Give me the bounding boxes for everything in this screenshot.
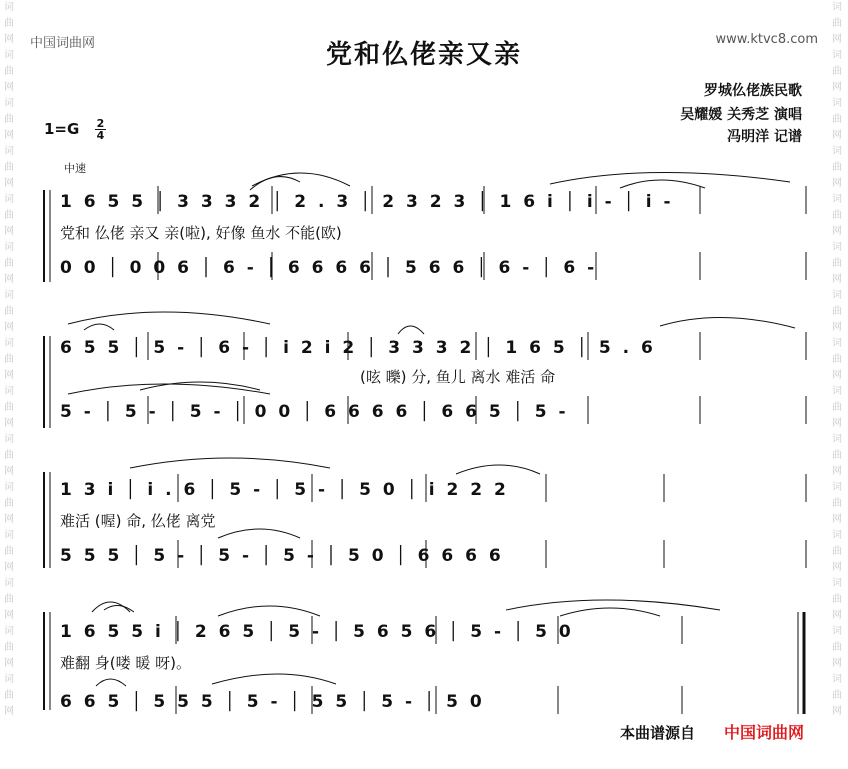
system-4-lyrics: 难翻 身(喽 暖 呀)。 bbox=[60, 654, 192, 672]
song-title: 党和仫佬亲又亲 bbox=[325, 40, 522, 70]
footer-site-link[interactable]: 中国词曲网 bbox=[724, 723, 805, 742]
site-url-right: www.ktvc8.com bbox=[715, 32, 818, 47]
system-4-upper: 1 6 5 5 i │ 2 6 5 │ 5 - │ 5 6 5 6 │ 5 - │ 5 0 bbox=[60, 622, 571, 642]
system-2-lyrics: (呟 嚛) 分, 鱼儿 离水 难活 命 bbox=[360, 368, 556, 386]
system-3-lyrics: 难活 (喔) 命, 仫佬 离党 bbox=[60, 512, 216, 530]
song-source: 罗城仫佬族民歌 bbox=[704, 83, 802, 99]
system-4-lower: 6 6 5 │ 5 5 5 │ 5 - │ 5 5 │ 5 - │ 5 0 bbox=[60, 692, 482, 712]
time-numerator: 2 bbox=[96, 117, 105, 130]
footer-source-label: 本曲谱源自 bbox=[620, 724, 696, 742]
system-3-upper: 1 3 i │ i . 6 │ 5 - │ 5 - │ 5 0 │ i 2 2 2 bbox=[60, 480, 506, 500]
song-singers: 吴耀媛 关秀芝 演唱 bbox=[680, 107, 802, 123]
system-2-lower: 5 - │ 5 - │ 5 - │ 0 0 │ 6 6 6 6 │ 6 6 5 │ 5 - bbox=[60, 402, 566, 422]
system-1-lyrics: 党和 仫佬 亲又 亲(啦), 好像 鱼水 不能(欧) bbox=[60, 224, 342, 242]
key-text: 1=G bbox=[44, 120, 80, 138]
system-1-upper: 1 6 5 5 │ 3 3 3 2 │ 2 . 3 │ 2 3 2 3 │ 1 6 i │ i - │ i - bbox=[60, 192, 671, 212]
time-denominator: 4 bbox=[96, 129, 105, 142]
system-1-lower: 0 0 │ 0 0 6 │ 6 - │ 6 6 6 6 │ 5 6 6 │ 6 - │ 6 - bbox=[60, 258, 595, 278]
watermark-left: 词曲网词曲网词曲网词曲网词曲网词曲网词曲网词曲网词曲网词曲网词曲网词曲网词曲网词曲网词曲网 bbox=[4, 2, 14, 717]
system-2-upper: 6 5 5 │ 5 - │ 6 - │ i 2 i 2 │ 3 3 3 2 │ 1 6 5 │ 5 . 6 bbox=[60, 338, 653, 358]
song-transcriber: 冯明洋 记谱 bbox=[727, 129, 802, 145]
site-name-left: 中国词曲网 bbox=[30, 36, 96, 51]
tempo-marking: 中速 bbox=[64, 162, 86, 175]
watermark-right: 词曲网词曲网词曲网词曲网词曲网词曲网词曲网词曲网词曲网词曲网词曲网词曲网词曲网词曲网词曲网 bbox=[832, 2, 842, 717]
system-3-lower: 5 5 5 │ 5 - │ 5 - │ 5 - │ 5 0 │ 6 6 6 6 bbox=[60, 546, 501, 566]
